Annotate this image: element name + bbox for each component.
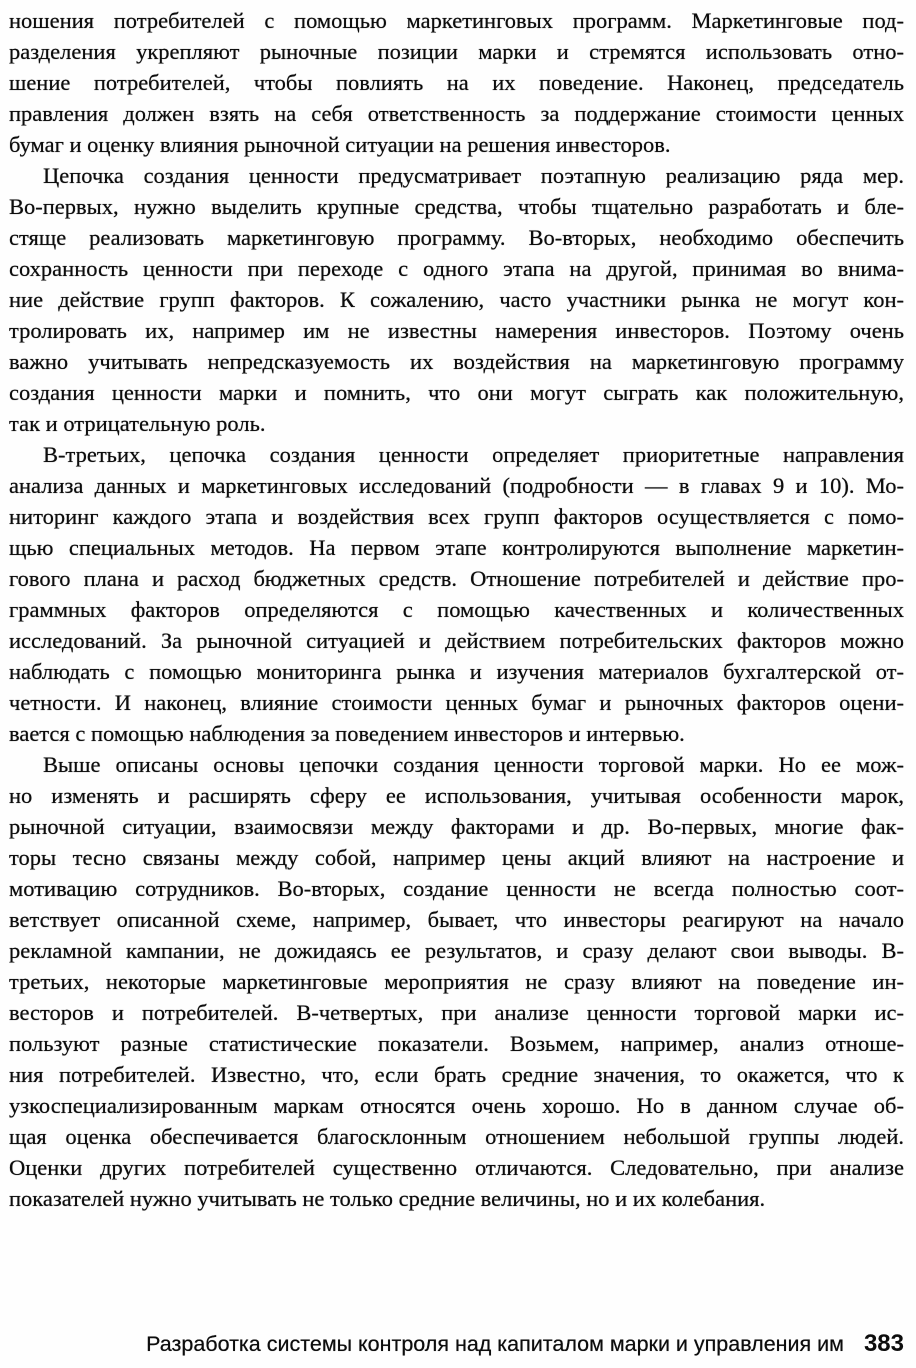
- text-line: Цепочка создания ценности предусматривает поэтапную реализацию ряда мер.: [43, 163, 904, 188]
- text-line: четности. И наконец, влияние стоимости ценных бумаг и рыночных факторов оцени-: [9, 690, 904, 715]
- text-line: показателей нужно учитывать не только средние величины, но и их колебания.: [9, 1186, 766, 1211]
- text-line: В-третьих, цепочка создания ценности определяет приоритетные направления: [43, 442, 904, 467]
- text-line: Выше описаны основы цепочки создания ценности торговой марки. Но ее мож-: [43, 752, 904, 777]
- text-line: пользуют разные статистические показатели. Возьмем, например, анализ отноше-: [9, 1031, 904, 1056]
- text-line: Оценки других потребителей существенно отличаются. Следовательно, при анализе: [9, 1155, 904, 1180]
- text-line: ветствует описанной схеме, например, бывает, что инвесторы реагируют на начало: [9, 907, 904, 932]
- paragraph: [9, 5, 904, 160]
- text-line: правления должен взять на себя ответственность за поддержание стоимости ценных: [9, 101, 904, 126]
- text-line: мотивацию сотрудников. Во-вторых, создание ценности не всегда полностью соот-: [9, 876, 904, 901]
- text-line: ниторинг каждого этапа и воздействия всех групп факторов осуществляется с помо-: [9, 504, 904, 529]
- text-line: щая оценка обеспечивается благосклонным отношением небольшой группы людей.: [9, 1124, 904, 1149]
- text-line: стяще реализовать маркетинговую программу. Во-вторых, необходимо обеспечить: [9, 225, 904, 250]
- text-line: наблюдать с помощью мониторинга рынка и изучения материалов бухгалтерской от-: [9, 659, 904, 684]
- text-line: рекламной кампании, не дожидаясь ее результатов, и сразу делают свои выводы. В-: [9, 938, 904, 963]
- text-line: третьих, некоторые маркетинговые мероприятия не сразу влияют на поведение ин-: [9, 969, 904, 994]
- text-line: ношения потребителей с помощью маркетинговых программ. Маркетинговые под-: [9, 8, 904, 33]
- text-line: рыночной ситуации, взаимосвязи между факторами и др. Во-первых, многие фак-: [9, 814, 904, 839]
- text-line: важно учитывать непредсказуемость их воздействия на маркетинговую программу: [9, 349, 904, 374]
- text-line: граммных факторов определяются с помощью качественных и количественных: [9, 597, 904, 622]
- text-line: анализа данных и маркетинговых исследований (подробности — в главах 9 и 10). Мо-: [9, 473, 904, 498]
- text-line: разделения укрепляют рыночные позиции марки и стремятся использовать отно-: [9, 39, 904, 64]
- paragraph: [9, 160, 904, 439]
- text-line: шение потребителей, чтобы повлиять на их поведение. Наконец, председатель: [9, 70, 904, 95]
- text-line: исследований. За рыночной ситуацией и действием потребительских факторов можно: [9, 628, 904, 653]
- text-line: так и отрицательную роль.: [9, 411, 266, 436]
- text-line: торы тесно связаны между собой, например цены акций влияют на настроение и: [9, 845, 904, 870]
- running-title: Разработка системы контроля над капиталом марки и управления им: [146, 1332, 844, 1356]
- page-number: 383: [863, 1330, 904, 1357]
- text-line: ния потребителей. Известно, что, если брать средние значения, то окажется, что к: [9, 1062, 904, 1087]
- text-line: сохранность ценности при переходе с одного этапа на другой, принимая во внима-: [9, 256, 904, 281]
- text-line: весторов и потребителей. В-четвертых, при анализе ценности торговой марки ис-: [9, 1000, 904, 1025]
- paragraph: [9, 439, 904, 749]
- text-line: тролировать их, например им не известны намерения инвесторов. Поэтому очень: [9, 318, 904, 343]
- text-line: вается с помощью наблюдения за поведением инвесторов и интервью.: [9, 721, 685, 746]
- text-line: но изменять и расширять сферу ее использования, учитывая особенности марок,: [9, 783, 904, 808]
- text-line: Во-первых, нужно выделить крупные средства, чтобы тщательно разработать и бле-: [9, 194, 904, 219]
- page-footer: [146, 1330, 904, 1358]
- text-line: гового плана и расход бюджетных средств. Отношение потребителей и действие про-: [9, 566, 904, 591]
- text-line: узкоспециализированным маркам относятся очень хорошо. Но в данном случае об-: [9, 1093, 904, 1118]
- paragraph: [9, 749, 904, 1214]
- page-body: [9, 5, 904, 1214]
- text-line: создания ценности марки и помнить, что они могут сыграть как положительную,: [9, 380, 904, 405]
- text-line: щью специальных методов. На первом этапе контролируются выполнение маркетин-: [9, 535, 904, 560]
- text-line: ние действие групп факторов. К сожалению, часто участники рынка не могут кон-: [9, 287, 904, 312]
- text-line: бумаг и оценку влияния рыночной ситуации на решения инвесторов.: [9, 132, 671, 157]
